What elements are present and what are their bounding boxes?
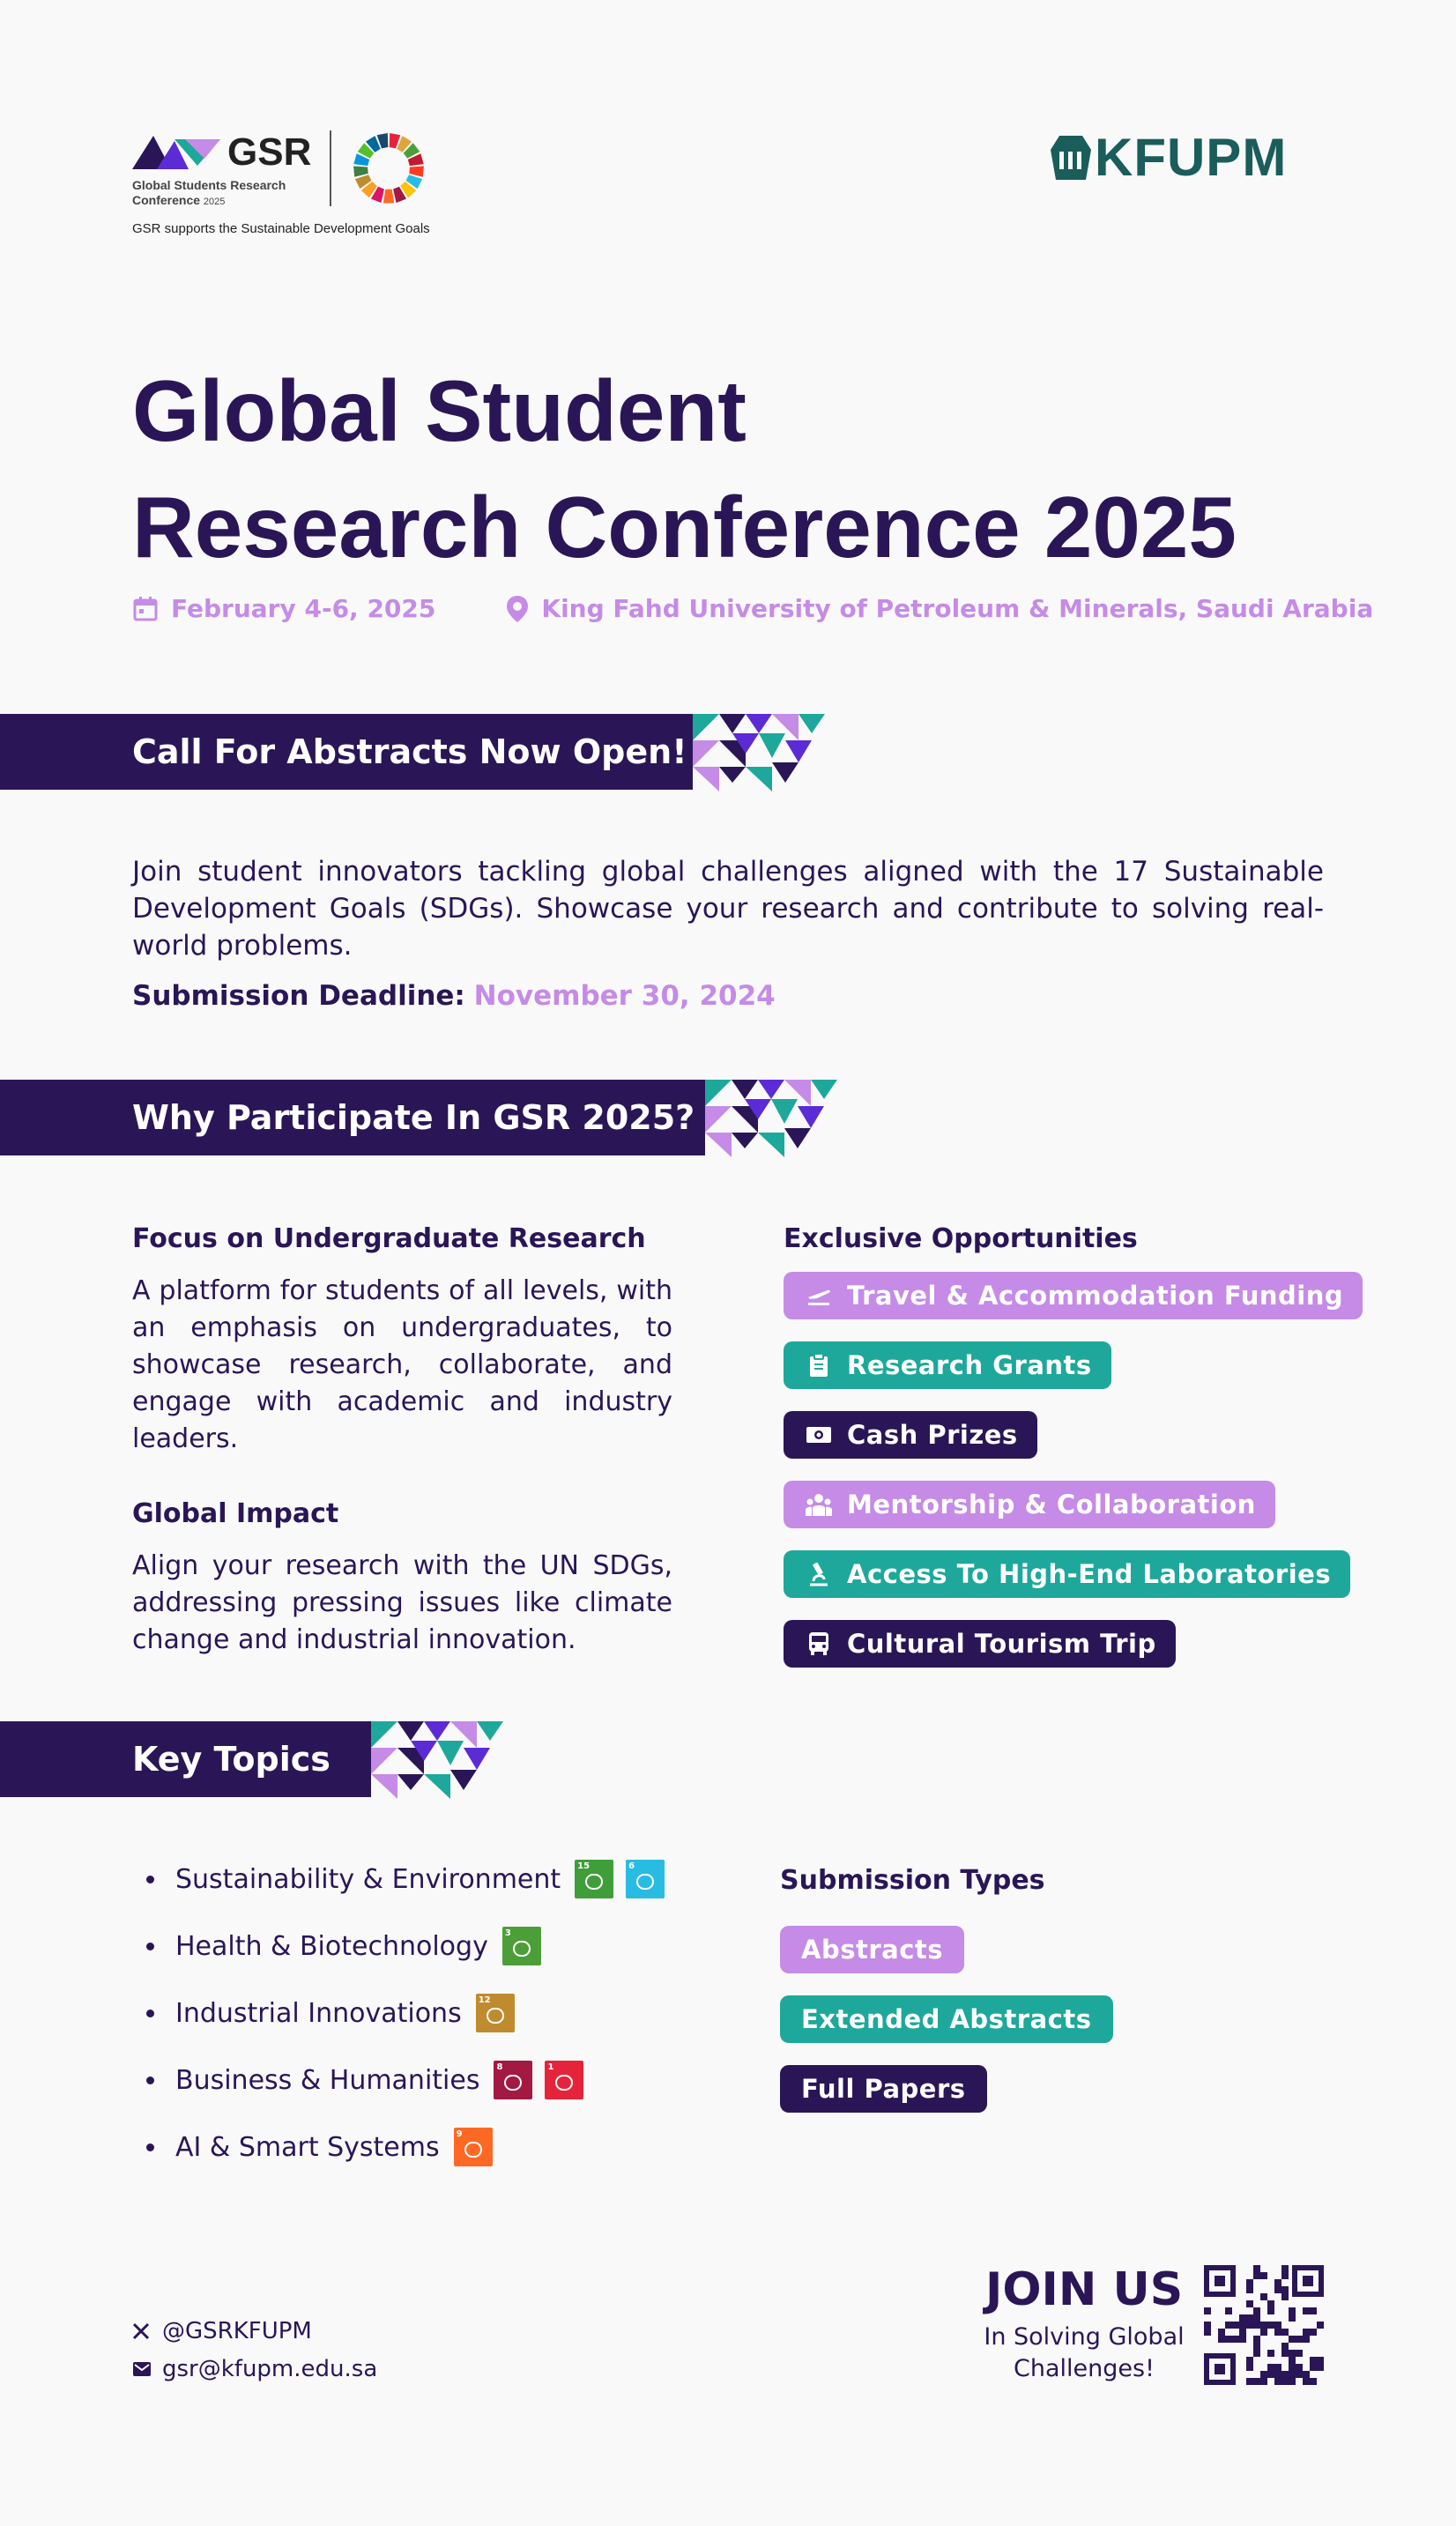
twitter-handle[interactable] bbox=[132, 2318, 312, 2344]
microscope-icon bbox=[805, 1562, 833, 1586]
sdg-12-icon bbox=[476, 1994, 515, 2032]
topic-item bbox=[146, 1927, 541, 1965]
opportunity-label: Cash Prizes bbox=[847, 1420, 1018, 1450]
x-logo-icon bbox=[132, 2322, 155, 2340]
topic-label: Business & Humanities bbox=[175, 2064, 480, 2096]
gsr-support-text: GSR supports the Sustainable Development Goals bbox=[132, 221, 430, 236]
opportunity-label: Travel & Accommodation Funding bbox=[847, 1281, 1344, 1311]
bullet-icon bbox=[146, 1876, 154, 1883]
opportunity-label: Research Grants bbox=[847, 1350, 1092, 1380]
topic-label: Industrial Innovations bbox=[175, 1997, 462, 2029]
topic-label: AI & Smart Systems bbox=[175, 2131, 440, 2163]
bullet-icon bbox=[146, 2010, 154, 2017]
submission-type-label: Extended Abstracts bbox=[801, 2004, 1092, 2034]
topic-item bbox=[146, 1860, 665, 1898]
focus-text: A platform for students of all levels, with an emphasis on undergraduates, to showcase research, collaborate, and engage with academic and industry leaders. bbox=[132, 1275, 672, 1454]
money-icon bbox=[805, 1425, 833, 1445]
gsr-logo-year: 2025 bbox=[203, 197, 226, 207]
sdg-3-icon bbox=[502, 1927, 541, 1965]
gsr-logo-mark-icon bbox=[132, 134, 220, 169]
impact-title: Global Impact bbox=[132, 1498, 339, 1529]
page-title bbox=[132, 353, 1237, 585]
call-heading: Call For Abstracts Now Open! bbox=[132, 732, 687, 771]
sdg-number: 8 bbox=[496, 2062, 503, 2072]
submission-types-title: Submission Types bbox=[780, 1865, 1045, 1896]
calendar-icon bbox=[132, 596, 159, 622]
impact-text: Align your research with the UN SDGs, addressing pressing issues like climate change and industrial innovation. bbox=[132, 1550, 672, 1655]
contact-email[interactable] bbox=[132, 2356, 377, 2382]
opportunity-laboratories bbox=[784, 1550, 1350, 1598]
sdg-number: 9 bbox=[456, 2129, 463, 2139]
email-text: gsr@kfupm.edu.sa bbox=[162, 2356, 378, 2382]
topic-label: Sustainability & Environment bbox=[175, 1863, 561, 1895]
deadline-value: November 30, 2024 bbox=[473, 980, 776, 1012]
location-pin-icon bbox=[506, 595, 529, 623]
submission-type-abstracts bbox=[780, 1926, 964, 1973]
submission-type-full-papers bbox=[780, 2065, 987, 2113]
bullet-icon bbox=[146, 2077, 154, 2084]
sdg-number: 12 bbox=[478, 1995, 491, 2005]
opportunity-cash-prizes bbox=[784, 1411, 1037, 1459]
title-line-1: Global Student bbox=[132, 362, 747, 459]
kfupm-tower-icon bbox=[1051, 136, 1091, 180]
opportunity-mentorship bbox=[784, 1481, 1275, 1528]
deadline-label: Submission Deadline: bbox=[132, 980, 465, 1012]
twitter-text: @GSRKFUPM bbox=[162, 2318, 312, 2344]
section-bar-why bbox=[0, 1080, 705, 1155]
triangle-pattern-icon bbox=[371, 1721, 503, 1801]
join-us-heading: JOIN US bbox=[985, 2263, 1184, 2316]
sdg-8-icon bbox=[494, 2061, 532, 2099]
submission-type-label: Full Papers bbox=[801, 2074, 966, 2104]
opportunity-tourism-trip bbox=[784, 1620, 1176, 1668]
gsr-logo-word: GSR bbox=[227, 130, 312, 174]
opportunity-label: Access To High-End Laboratories bbox=[847, 1559, 1332, 1589]
mail-icon bbox=[132, 2361, 155, 2377]
bullet-icon bbox=[146, 2143, 154, 2151]
bus-icon bbox=[805, 1631, 833, 1656]
gsr-logo-subtitle bbox=[132, 178, 335, 210]
sdg-1-icon bbox=[545, 2061, 583, 2099]
opportunity-label: Cultural Tourism Trip bbox=[847, 1629, 1156, 1659]
qr-code-icon[interactable] bbox=[1204, 2265, 1324, 2385]
sdg-number: 6 bbox=[628, 1861, 635, 1871]
opportunity-research-grants bbox=[784, 1341, 1111, 1389]
triangle-pattern-icon bbox=[705, 1080, 837, 1159]
submission-deadline bbox=[132, 980, 776, 1012]
call-paragraph: Join student innovators tackling global challenges aligned with the 17 Sustainable Development Goals (SDGs). Showcase your research and contribute to solving real-world problems. bbox=[132, 856, 1324, 962]
topic-item bbox=[146, 1994, 515, 2032]
logo-divider bbox=[330, 130, 331, 206]
title-line-2: Research Conference 2025 bbox=[132, 479, 1237, 576]
sdg-15-icon bbox=[575, 1860, 613, 1898]
gsr-logo-subtitle-text: Global Students Research Conference bbox=[132, 178, 286, 207]
bullet-icon bbox=[146, 1943, 154, 1950]
triangle-pattern-icon bbox=[693, 714, 825, 793]
kfupm-logo bbox=[1051, 127, 1287, 188]
join-us-subtitle bbox=[969, 2322, 1199, 2385]
sdg-number: 1 bbox=[547, 2062, 554, 2072]
sdg-6-icon bbox=[626, 1860, 665, 1898]
focus-title: Focus on Undergraduate Research bbox=[132, 1223, 646, 1254]
join-us-subtitle-line-1: In Solving Global bbox=[984, 2323, 1185, 2351]
clipboard-icon bbox=[805, 1353, 833, 1378]
opportunities-title: Exclusive Opportunities bbox=[784, 1223, 1138, 1254]
opportunity-travel-funding bbox=[784, 1272, 1363, 1319]
sdg-9-icon bbox=[454, 2128, 493, 2166]
gsr-logo bbox=[132, 130, 476, 219]
event-meta bbox=[132, 594, 1373, 623]
join-us-subtitle-line-2: Challenges! bbox=[1014, 2355, 1155, 2382]
section-bar-topics bbox=[0, 1721, 371, 1797]
submission-type-label: Abstracts bbox=[801, 1935, 944, 1965]
kfupm-logo-text: KFUPM bbox=[1095, 128, 1288, 187]
people-icon bbox=[805, 1493, 833, 1516]
sdg-number: 3 bbox=[504, 1928, 511, 1938]
event-date: February 4-6, 2025 bbox=[171, 594, 436, 623]
why-heading: Why Participate In GSR 2025? bbox=[132, 1098, 695, 1137]
submission-type-extended bbox=[780, 1995, 1113, 2043]
topic-item bbox=[146, 2128, 493, 2166]
airplane-icon bbox=[805, 1285, 833, 1306]
topic-label: Health & Biotechnology bbox=[175, 1930, 488, 1962]
event-location: King Fahd University of Petroleum & Minerals, Saudi Arabia bbox=[541, 594, 1374, 623]
sdg-wheel-icon bbox=[353, 132, 425, 204]
topic-item bbox=[146, 2061, 583, 2099]
topics-heading: Key Topics bbox=[132, 1740, 331, 1779]
section-bar-call bbox=[0, 714, 693, 790]
opportunity-label: Mentorship & Collaboration bbox=[847, 1490, 1256, 1519]
sdg-number: 15 bbox=[577, 1861, 591, 1871]
